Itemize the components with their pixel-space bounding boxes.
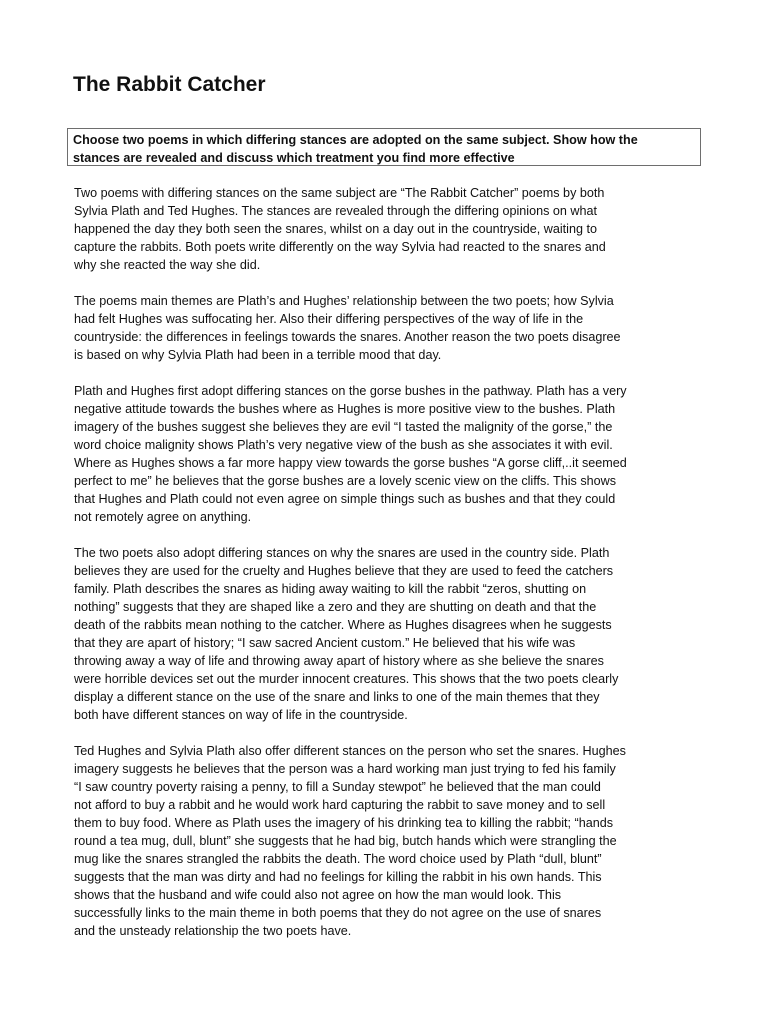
paragraph-line: had felt Hughes was suffocating her. Also their differing perspectives of the way of life in the bbox=[74, 312, 584, 326]
paragraph-line: is based on why Sylvia Plath had been in a terrible mood that day. bbox=[74, 348, 442, 362]
paragraph-line: perfect to me” he believes that the gorse bushes are a lovely scenic view on the cliffs. This shows bbox=[74, 474, 617, 488]
paragraph-line: Ted Hughes and Sylvia Plath also offer different stances on the person who set the snares. Hughes bbox=[74, 744, 626, 758]
paragraph-line: negative attitude towards the bushes where as Hughes is more positive view to the bushes. Plath bbox=[74, 402, 616, 416]
paragraph-line: word choice malignity shows Plath’s very negative view of the bush as she associates it with evil. bbox=[74, 438, 613, 452]
paragraph-line: were horrible devices set out the murder innocent creatures. This shows that the two poets clearly bbox=[74, 672, 619, 686]
paragraph-line: successfully links to the main theme in both poems that they do not agree on the use of snares bbox=[74, 906, 602, 920]
paragraph-line: The poems main themes are Plath’s and Hughes’ relationship between the two poets; how Sylvia bbox=[74, 294, 614, 308]
question-line: Choose two poems in which differing stances are adopted on the same subject. Show how the bbox=[73, 133, 638, 147]
paragraph-line: Where as Hughes shows a far more happy view towards the gorse bushes “A gorse cliff,..it seemed bbox=[74, 456, 627, 470]
paragraph-line: happened the day they both seen the snares, whilst on a day out in the countryside, waiting to bbox=[74, 222, 597, 236]
paragraph-line: round a tea mug, dull, blunt” she suggests that he had big, butch hands which were strangling the bbox=[74, 834, 617, 848]
paragraph-line: that Hughes and Plath could not even agree on simple things such as bushes and that they could bbox=[74, 492, 616, 506]
paragraph-line: and the unsteady relationship the two poets have. bbox=[74, 924, 352, 938]
paragraph-line: Two poems with differing stances on the same subject are “The Rabbit Catcher” poems by both bbox=[74, 186, 605, 200]
paragraph-line: display a different stance on the use of the snare and links to one of the main themes that they bbox=[74, 690, 600, 704]
paragraph-line: The two poets also adopt differing stances on why the snares are used in the country side. Plath bbox=[74, 546, 610, 560]
paragraph-line: nothing” suggests that they are shaped like a zero and they are shutting on death and that the bbox=[74, 600, 597, 614]
paragraph-line: family. Plath describes the snares as hiding away waiting to kill the rabbit “zeros, shutting on bbox=[74, 582, 587, 596]
paragraph-line: death of the rabbits mean nothing to the catcher. Where as Hughes disagrees when he suggests bbox=[74, 618, 612, 632]
paragraph-line: suggests that the man was dirty and had no feelings for killing the rabbit in his own hands. This bbox=[74, 870, 602, 884]
essay-paragraph-catcher bbox=[74, 742, 698, 940]
essay-question-box bbox=[67, 128, 701, 166]
paragraph-line: believes they are used for the cruelty and Hughes believe that they are used to feed the catchers bbox=[74, 564, 614, 578]
paragraph-line: imagery suggests he believes that the person was a hard working man just trying to fed his family bbox=[74, 762, 616, 776]
paragraph-line: not afford to buy a rabbit and he would work hard capturing the rabbit to save money and to sell bbox=[74, 798, 606, 812]
paragraph-line: both have different stances on way of life in the countryside. bbox=[74, 708, 408, 722]
paragraph-line: imagery of the bushes suggest she believes they are evil “I tasted the malignity of the gorse,” the bbox=[74, 420, 613, 434]
essay-paragraph-themes bbox=[74, 292, 698, 364]
essay-paragraph-gorse bbox=[74, 382, 698, 526]
paragraph-line: Plath and Hughes first adopt differing stances on the gorse bushes in the pathway. Plath has a very bbox=[74, 384, 627, 398]
paragraph-line: them to buy food. Where as Plath uses the imagery of his drinking tea to killing the rabbit; “hands bbox=[74, 816, 614, 830]
essay-paragraph-intro bbox=[74, 184, 698, 274]
essay-paragraph-snares bbox=[74, 544, 698, 724]
paragraph-line: Sylvia Plath and Ted Hughes. The stances are revealed through the differing opinions on what bbox=[74, 204, 597, 218]
paragraph-line: mug like the snares strangled the rabbits the death. The word choice used by Plath “dull, blunt” bbox=[74, 852, 602, 866]
paragraph-line: countryside: the differences in feelings towards the snares. Another reason the two poets disagree bbox=[74, 330, 621, 344]
question-line: stances are revealed and discuss which treatment you find more effective bbox=[73, 151, 515, 165]
paragraph-line: why she reacted the way she did. bbox=[74, 258, 261, 272]
paragraph-line: throwing away a way of life and throwing away apart of history where as she believe the snares bbox=[74, 654, 604, 668]
paragraph-line: shows that the husband and wife could also not agree on how the man would look. This bbox=[74, 888, 562, 902]
document-title: The Rabbit Catcher bbox=[73, 73, 266, 96]
paragraph-line: “I saw country poverty raising a penny, to fill a Sunday stewpot” he believed that the man could bbox=[74, 780, 601, 794]
essay-body bbox=[74, 184, 698, 958]
paragraph-line: that they are apart of history; “I saw sacred Ancient custom.” He believed that his wife was bbox=[74, 636, 576, 650]
paragraph-line: capture the rabbits. Both poets write differently on the way Sylvia had reacted to the snares and bbox=[74, 240, 606, 254]
paragraph-line: not remotely agree on anything. bbox=[74, 510, 252, 524]
